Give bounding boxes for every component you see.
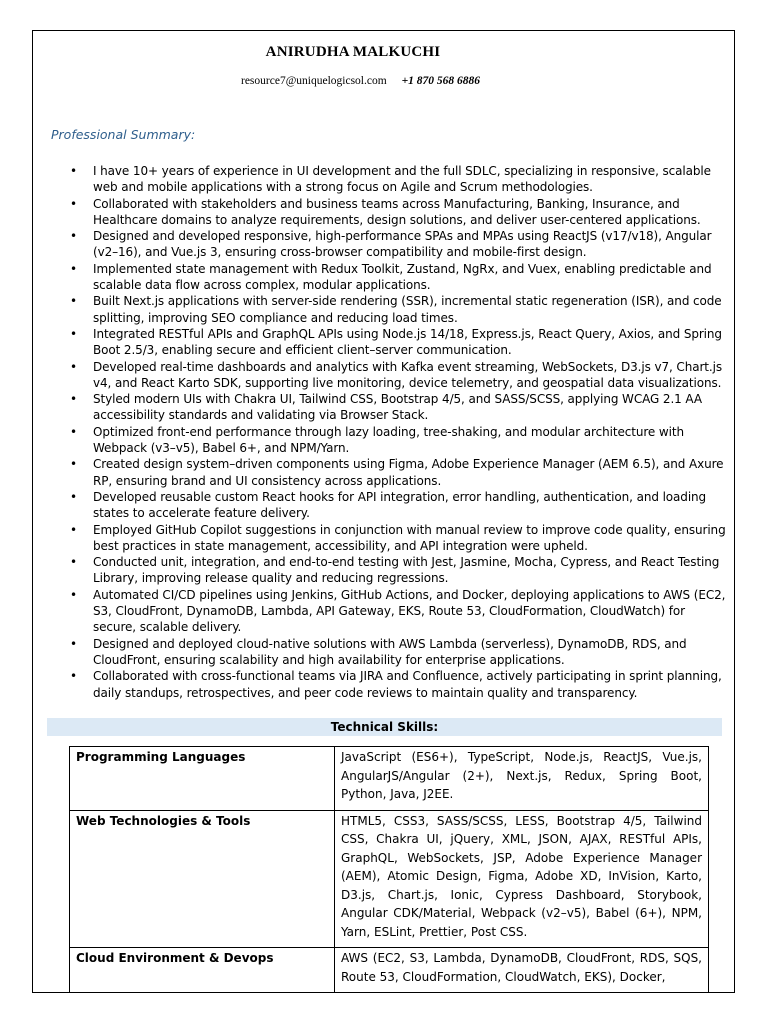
bullet-icon: • [70,326,77,341]
summary-item [70,424,727,457]
summary-item [70,587,727,636]
bullet-icon: • [70,424,77,439]
summary-item-text: Collaborated with cross-functional teams via JIRA and Confluence, actively participating in sprint planning, daily standups, retrospectives, and peer code reviews to maintain quality and transparency. [93,669,722,700]
summary-item [70,293,727,326]
summary-item [70,522,727,555]
skill-category: Web Technologies & Tools [70,810,335,948]
summary-item-text: Automated CI/CD pipelines using Jenkins, GitHub Actions, and Docker, deploying applications to AWS (EC2, S3, CloudFront, DynamoDB, Lambda, API Gateway, EKS, Route 53, CloudFormation, CloudWatch) for secure, scalable delivery. [93,587,726,635]
summary-item-text: Optimized front-end performance through lazy loading, tree-shaking, and modular architecture with Webpack (v3–v5), Babel 6+, and NPM/Yarn. [93,424,684,456]
bullet-icon: • [70,196,77,211]
summary-item-text: Collaborated with stakeholders and business teams across Manufacturing, Banking, Insurance, and Healthcare domains to analyze requirements, design solutions, and deliver user-centered applications. [93,196,701,227]
phone-number: +1 870 568 6886 [401,75,480,87]
table-row [70,747,709,811]
summary-list [70,163,727,701]
bullet-icon: • [70,359,77,374]
skill-values: HTML5, CSS3, SASS/SCSS, LESS, Bootstrap 4/5, Tailwind CSS, Chakra UI, jQuery, XML, JSON, AJAX, RESTful APIs, GraphQL, WebSockets, JSP, Adobe Experience Manager (AEM), Atomic Design, Figma, Adobe XD, InVision, Karto, D3.js, Chart.js, Ionic, Cypress Dashboard, Storybook, Angular CDK/Material, Webpack (v2–v5), Babel (6+), NPM, Yarn, ESLint, Prettier, Post CSS. [335,810,709,948]
summary-item [70,489,727,522]
table-row [70,810,709,948]
summary-item-text: Designed and deployed cloud-native solutions with AWS Lambda (serverless), DynamoDB, RDS, and CloudFront, ensuring scalability and high availability for enterprise applications. [93,636,687,667]
summary-item [70,163,727,196]
bullet-icon: • [70,164,77,178]
candidate-name: ANIRUDHA MALKUCHI [265,44,441,60]
summary-item [70,326,727,359]
summary-heading: Professional Summary: [51,127,196,142]
summary-item [70,391,727,424]
summary-item-text: Designed and developed responsive, high-performance SPAs and MPAs using ReactJS (v17/v18), Angular (v2–16), and Vue.js 3, ensuring cross-browser compatibility and mobile-first design. [93,229,712,260]
bullet-icon: • [70,522,77,537]
summary-item [70,228,727,261]
summary-item [70,636,727,669]
bullet-icon: • [70,294,77,309]
technical-skills-heading: Technical Skills: [47,718,722,736]
bullet-icon: • [70,261,77,276]
bullet-icon: • [70,669,77,684]
table-row [70,948,709,993]
contact-line [33,75,688,87]
bullet-icon: • [70,392,77,407]
summary-item-text: Styled modern UIs with Chakra UI, Tailwind CSS, Bootstrap 4/5, and SASS/SCSS, applying WCAG 2.1 AA accessibility standards and validating via Browser Stack. [93,392,702,423]
email-address: resource7@uniquelogicsol.com [241,75,387,87]
bullet-icon: • [70,636,77,651]
bullet-icon: • [70,229,77,244]
skill-values: AWS (EC2, S3, Lambda, DynamoDB, CloudFront, RDS, SQS, Route 53, CloudFormation, CloudWatch, EKS), Docker, [335,948,709,993]
technical-skills-table [69,746,709,993]
summary-item [70,668,727,701]
summary-item-text: Integrated RESTful APIs and GraphQL APIs using Node.js 14/18, Express.js, React Query, Axios, and Spring Boot 2.5/3, enabling secure and efficient client–server communication. [93,326,722,358]
summary-item-text: Built Next.js applications with server-side rendering (SSR), incremental static regeneration (ISR), and code splitting, improving SEO compliance and reducing load times. [93,294,722,325]
summary-item-text: Conducted unit, integration, and end-to-end testing with Jest, Jasmine, Mocha, Cypress, and React Testing Library, improving release quality and reducing regressions. [93,555,720,586]
summary-item-text: Developed reusable custom React hooks for API integration, error handling, authentication, and loading states to accelerate feature delivery. [93,489,707,521]
summary-item [70,261,727,294]
summary-item-text: Developed real-time dashboards and analytics with Kafka event streaming, WebSockets, D3.js v7, Chart.js v4, and React Karto SDK, supporting live monitoring, device telemetry, and geospatial data visualizations. [93,359,722,390]
skill-category: Cloud Environment & Devops [70,948,335,993]
summary-item [70,456,727,489]
summary-item-text: I have 10+ years of experience in UI development and the full SDLC, specializing in responsive, scalable web and mobile applications with a strong focus on Agile and Scrum methodologies. [93,164,711,195]
summary-item-text: Implemented state management with Redux Toolkit, Zustand, NgRx, and Vuex, enabling predictable and scalable data flow across complex, modular applications. [93,261,712,293]
resume-page [32,30,735,993]
summary-item [70,196,727,229]
summary-item-text: Employed GitHub Copilot suggestions in conjunction with manual review to improve code quality, ensuring best practices in state management, accessibility, and API integration were upheld. [93,522,726,553]
summary-item [70,359,727,392]
bullet-icon: • [70,587,77,602]
bullet-icon: • [70,457,77,472]
skill-values: JavaScript (ES6+), TypeScript, Node.js, ReactJS, Vue.js, AngularJS/Angular (2+), Next.js, Redux, Spring Boot, Python, Java, J2EE. [335,747,709,811]
skill-category: Programming Languages [70,747,335,811]
summary-item [70,554,727,587]
bullet-icon: • [70,555,77,570]
summary-item-text: Created design system–driven components using Figma, Adobe Experience Manager (AEM 6.5), and Axure RP, ensuring brand and UI consistency across applications. [93,457,724,488]
bullet-icon: • [70,489,77,504]
